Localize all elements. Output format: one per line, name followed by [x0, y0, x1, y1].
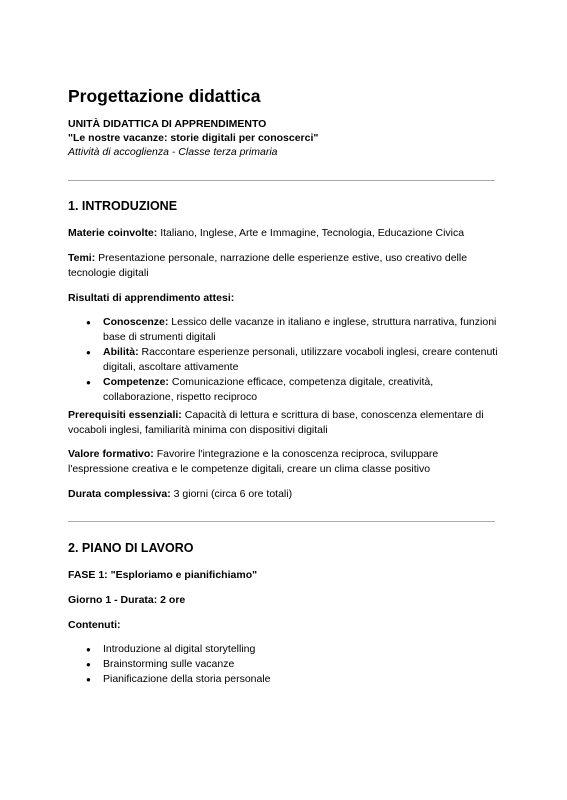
materie-label: Materie coinvolte:	[68, 227, 158, 239]
list-item	[68, 672, 498, 687]
contenuti-list	[68, 642, 498, 687]
list-item	[68, 315, 498, 345]
bullet-icon: ●	[86, 318, 91, 327]
risultati-label: Risultati di apprendimento attesi:	[68, 292, 235, 304]
section-title-introduzione: 1. INTRODUZIONE	[68, 199, 178, 213]
bullet-icon: ●	[86, 645, 91, 654]
fase-heading: FASE 1: "Esploriamo e pianifichiamo"	[68, 569, 258, 581]
bullet-icon: ●	[86, 675, 91, 684]
unit-heading: UNITÀ DIDATTICA DI APPRENDIMENTO	[68, 118, 267, 130]
durata-paragraph	[68, 487, 498, 502]
durata-label: Durata complessiva:	[68, 488, 171, 500]
document-title: Progettazione didattica	[68, 86, 261, 106]
prerequisiti-text: Capacità di lettura e scrittura di base, conoscenza elementare di vocaboli inglesi, familiarità minima con dispositivi digitali	[68, 409, 484, 436]
list-item	[68, 657, 498, 672]
unit-subtitle: "Le nostre vacanze: storie digitali per conoscerci"	[68, 132, 319, 144]
prerequisiti-paragraph	[68, 408, 498, 438]
valore-paragraph	[68, 447, 498, 477]
materie-paragraph	[68, 226, 498, 241]
list-item-text: Comunicazione efficace, competenza digitale, creatività, collaborazione, rispetto reciproco	[103, 376, 434, 403]
temi-paragraph	[68, 251, 498, 281]
divider	[68, 521, 495, 522]
temi-text: Presentazione personale, narrazione delle esperienze estive, uso creativo delle tecnologie digitali	[68, 252, 468, 279]
list-item-text: Pianificazione della storia personale	[103, 673, 271, 685]
divider	[68, 180, 495, 181]
list-item-text: Brainstorming sulle vacanze	[103, 658, 235, 670]
unit-context: Attività di accoglienza - Classe terza primaria	[68, 146, 278, 158]
list-item-text: Introduzione al digital storytelling	[103, 643, 256, 655]
giorno-heading: Giorno 1 - Durata: 2 ore	[68, 594, 186, 606]
prerequisiti-label: Prerequisiti essenziali:	[68, 409, 182, 421]
list-item-label: Conoscenze:	[103, 316, 169, 328]
list-item-label: Competenze:	[103, 376, 169, 388]
temi-label: Temi:	[68, 252, 96, 264]
bullet-icon: ●	[86, 660, 91, 669]
list-item	[68, 642, 498, 657]
contenuti-label: Contenuti:	[68, 619, 121, 631]
bullet-icon: ●	[86, 348, 91, 357]
durata-text: 3 giorni (circa 6 ore totali)	[170, 488, 293, 500]
valore-label: Valore formativo:	[68, 448, 154, 460]
materie-text: Italiano, Inglese, Arte e Immagine, Tecnologia, Educazione Civica	[157, 227, 465, 239]
section-title-piano-di-lavoro: 2. PIANO DI LAVORO	[68, 541, 194, 555]
risultati-list	[68, 315, 498, 405]
list-item	[68, 375, 498, 405]
list-item-text: Lessico delle vacanze in italiano e inglese, struttura narrativa, funzioni base di strumenti digitali	[103, 316, 497, 343]
valore-text: Favorire l'integrazione e la conoscenza reciproca, sviluppare l'espressione creativa e le competenze digitali, creare un clima classe positivo	[68, 448, 439, 475]
list-item-text: Raccontare esperienze personali, utilizzare vocaboli inglesi, creare contenuti digitali, ascoltare attivamente	[103, 346, 498, 373]
list-item-label: Abilità:	[103, 346, 139, 358]
list-item	[68, 345, 498, 375]
bullet-icon: ●	[86, 378, 91, 387]
